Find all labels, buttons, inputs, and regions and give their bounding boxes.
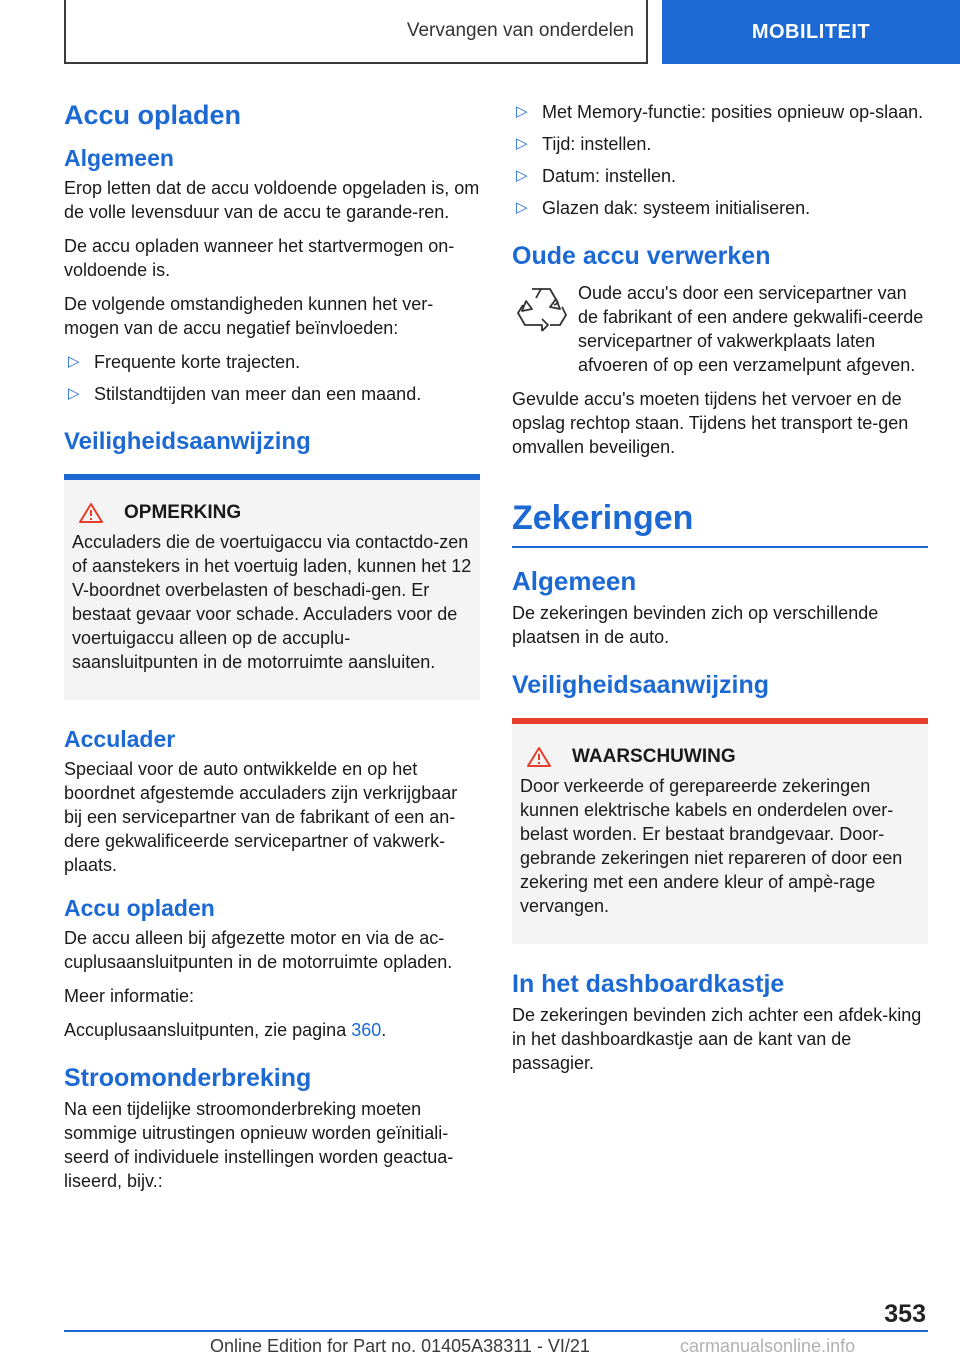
page-reference-link[interactable]: 360 bbox=[351, 1020, 382, 1040]
oude-accu-paragraph-1: Oude accu's door een servicepartner van de fabrikant of een andere gekwalifi-ceerde servicepartner of vakwerkplaats laten afvoeren of op een verzamelpunt afgeven. bbox=[578, 283, 924, 375]
zekeringen-safety-heading: Veiligheidsaanwijzing bbox=[512, 671, 770, 699]
list-item: ▷ Datum: instellen. bbox=[516, 166, 677, 186]
list-item: ▷ Tijd: instellen. bbox=[516, 134, 652, 154]
oude-accu-heading: Oude accu verwerken bbox=[512, 242, 771, 270]
section-tab[interactable] bbox=[662, 0, 960, 64]
bullet-triangle-icon: ▷ bbox=[516, 199, 528, 216]
list-item: ▷ Stilstandtijden van meer dan een maand. bbox=[68, 384, 422, 404]
bullet-triangle-icon: ▷ bbox=[516, 103, 528, 120]
safety-heading: Veiligheidsaanwijzing bbox=[64, 428, 311, 455]
zekeringen-algemeen-paragraph: De zekeringen bevinden zich op verschillende plaatsen in de auto. bbox=[512, 603, 879, 647]
warning-header bbox=[520, 746, 920, 768]
notice-box bbox=[64, 474, 480, 700]
right-column bbox=[512, 100, 928, 1085]
recycle-icon-box bbox=[512, 281, 578, 377]
opladen-paragraph-3: Accuplusaansluitpunten, zie pagina 360. bbox=[64, 1020, 387, 1040]
bullet-triangle-icon: ▷ bbox=[68, 353, 80, 370]
notice-header bbox=[72, 502, 472, 524]
stroom-bullet-list bbox=[512, 100, 928, 220]
dashboard-heading: In het dashboardkastje bbox=[512, 970, 785, 998]
list-item: ▷ Frequente korte trajecten. bbox=[68, 352, 301, 372]
zekeringen-title: Zekeringen bbox=[512, 499, 928, 548]
section-title: MOBILITEIT bbox=[751, 20, 871, 43]
page-title: Accu opladen bbox=[64, 100, 242, 130]
watermark: carmanualsonline.info bbox=[680, 1336, 856, 1356]
warning-title: WAARSCHUWING bbox=[572, 746, 736, 767]
algemeen-bullet-list bbox=[64, 350, 480, 406]
bullet-triangle-icon: ▷ bbox=[516, 135, 528, 152]
recycle-icon bbox=[512, 285, 570, 337]
stroom-paragraph: Na een tijdelijke stroomonderbreking moeten sommige uitrustingen opnieuw worden geïnitiali-seerd of individuele instellingen worden geactua-liseerd, bijv.: bbox=[64, 1099, 454, 1191]
footer-divider bbox=[64, 1330, 928, 1332]
recycle-block bbox=[512, 281, 928, 377]
bullet-triangle-icon: ▷ bbox=[516, 167, 528, 184]
warning-text: Door verkeerde of gerepareerde zekeringen kunnen elektrische kabels en onderdelen over-belast worden. Er bestaat brandgevaar. Door-gebrande zekeringen niet repareren of door een zekering met een andere kleur of ampè-rage vervangen. bbox=[520, 776, 903, 916]
notice-title: OPMERKING bbox=[124, 502, 242, 523]
warning-triangle-icon bbox=[526, 746, 552, 768]
list-item: ▷ Met Memory-functie: posities opnieuw op-slaan. bbox=[516, 102, 924, 122]
page-number: 353 bbox=[884, 1300, 926, 1328]
dashboard-paragraph: De zekeringen bevinden zich achter een afdek-king in het dashboardkastje aan de kant van de passagier. bbox=[512, 1005, 922, 1073]
left-column bbox=[64, 100, 480, 1203]
warning-box bbox=[512, 718, 928, 944]
algemeen-paragraph-1: Erop letten dat de accu voldoende opgeladen is, om de volle levensduur van de accu te garande-ren. bbox=[64, 178, 480, 222]
acculader-paragraph: Speciaal voor de auto ontwikkelde en op het boordnet afgestemde acculaders zijn verkrijgbaar bij een servicepartner van de fabrikant of een an-dere gekwalificeerde servicepartner of vakwerk-plaats. bbox=[64, 759, 458, 875]
opladen-paragraph-2: Meer informatie: bbox=[64, 986, 195, 1006]
opladen-heading: Accu opladen bbox=[64, 895, 215, 921]
bullet-triangle-icon: ▷ bbox=[68, 385, 80, 402]
list-item: ▷ Glazen dak: systeem initialiseren. bbox=[516, 198, 811, 218]
algemeen-heading: Algemeen bbox=[64, 145, 174, 171]
algemeen-paragraph-2: De accu opladen wanneer het startvermogen on-voldoende is. bbox=[64, 236, 455, 280]
stroom-heading: Stroomonderbreking bbox=[64, 1064, 312, 1092]
oude-accu-paragraph-2: Gevulde accu's moeten tijdens het vervoer en de opslag rechtop staan. Tijdens het transport te-gen omvallen beveiligen. bbox=[512, 389, 909, 457]
opladen-paragraph-1: De accu alleen bij afgezette motor en via de ac-cuplusaansluitpunten in de motorruimte opladen. bbox=[64, 928, 453, 972]
zekeringen-algemeen-heading: Algemeen bbox=[512, 566, 637, 596]
acculader-heading: Acculader bbox=[64, 726, 176, 752]
chapter-title: Vervangen van onderdelen bbox=[406, 20, 634, 41]
chapter-header bbox=[64, 0, 648, 64]
algemeen-paragraph-3: De volgende omstandigheden kunnen het ver-mogen van de accu negatief beïnvloeden: bbox=[64, 294, 434, 338]
footer-edition: Online Edition for Part no. 01405A38311 - VI/21 bbox=[210, 1336, 590, 1356]
warning-triangle-icon bbox=[78, 502, 104, 524]
notice-text: Acculaders die de voertuigaccu via contactdo-zen of aanstekers in het voertuig laden, kunnen het 12 V-boordnet overbelasten of beschadi-gen. Er bestaat gevaar voor schade. Acculaders voor de voertuigaccu alleen op de accuplu-saansluitpunten in de motorruimte aansluiten. bbox=[72, 532, 472, 672]
